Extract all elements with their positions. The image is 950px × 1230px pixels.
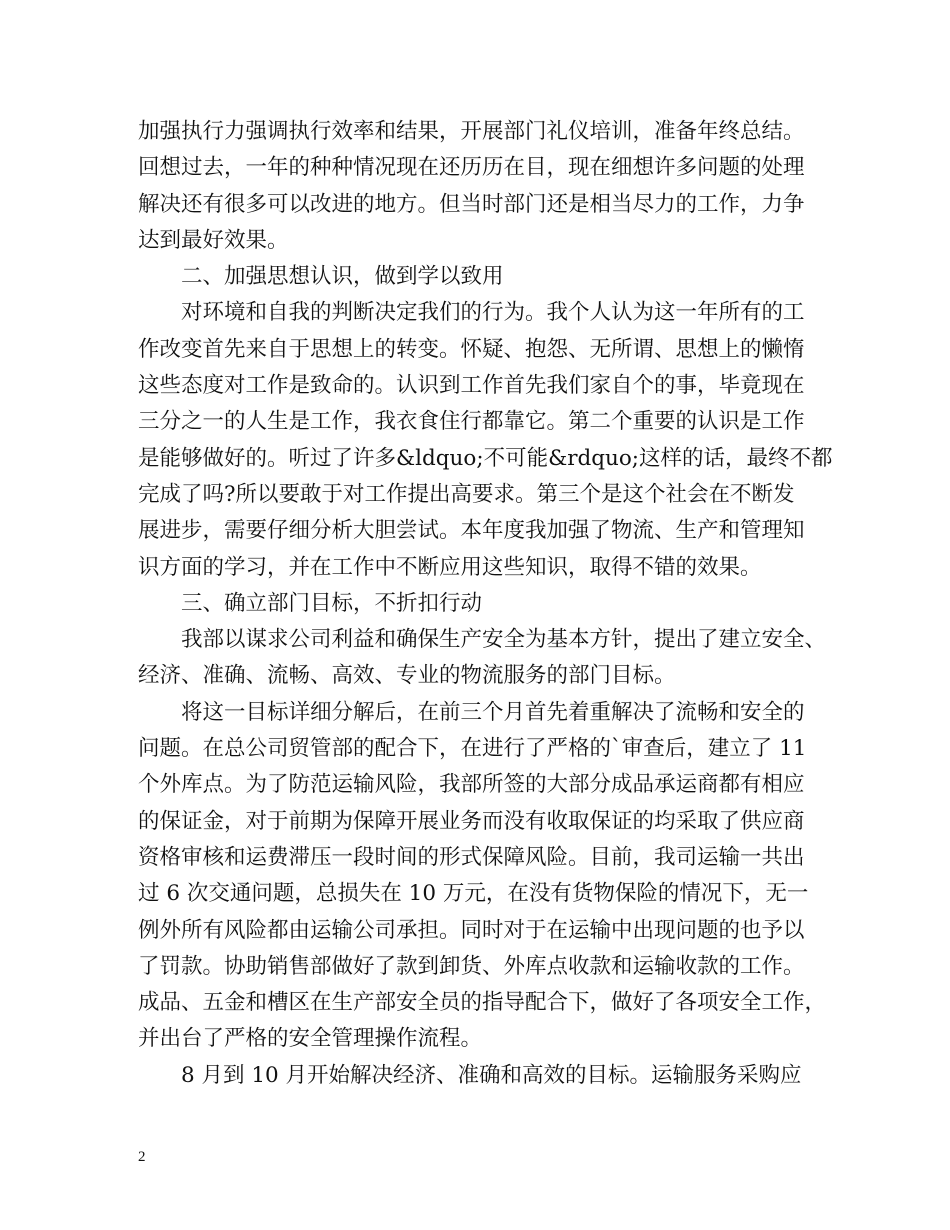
text-line: 我部以谋求公司利益和确保生产安全为基本方针，提出了建立安全、 (181, 627, 827, 653)
text-line: 个外库点。为了防范运输风险，我部所签的大部分成品承运商都有相应 (138, 772, 805, 798)
text-line: 三分之一的人生是工作，我衣食住行都靠它。第二个重要的认识是工作 (138, 409, 805, 435)
text-line: 三、确立部门目标，不折扣行动 (181, 590, 483, 616)
body-text (138, 114, 833, 1094)
text-line: 经济、准确、流畅、高效、专业的物流服务的部门目标。 (138, 663, 676, 689)
text-line: 是能够做好的。听过了许多&ldquo;不可能&rdquo;这样的话，最终不都 (138, 445, 833, 471)
text-line: 完成了吗?所以要敢于对工作提出高要求。第三个是这个社会在不断发 (138, 481, 795, 507)
text-line: 二、加强思想认识，做到学以致用 (181, 264, 504, 290)
text-line: 达到最好效果。 (138, 227, 289, 253)
text-line: 并出台了严格的安全管理操作流程。 (138, 1026, 483, 1052)
text-line: 成品、五金和槽区在生产部安全员的指导配合下，做好了各项安全工作， (138, 990, 827, 1016)
text-line: 展进步，需要仔细分析大胆尝试。本年度我加强了物流、生产和管理知 (138, 518, 805, 544)
text-line: 解决还有很多可以改进的地方。但当时部门还是相当尽力的工作，力争 (138, 191, 805, 217)
text-line: 了罚款。协助销售部做好了款到卸货、外库点收款和运输收款的工作。 (138, 953, 805, 979)
text-line: 的保证金，对于前期为保障开展业务而没有收取保证的均采取了供应商 (138, 808, 805, 834)
text-line: 加强执行力强调执行效率和结果，开展部门礼仪培训，准备年终总结。 (138, 119, 805, 144)
text-line: 这些态度对工作是致命的。认识到工作首先我们家自个的事，毕竟现在 (138, 373, 805, 399)
text-line: 回想过去，一年的种种情况现在还历历在目，现在细想许多问题的处理 (138, 155, 805, 181)
text-line: 识方面的学习，并在工作中不断应用这些知识，取得不错的效果。 (138, 554, 762, 580)
text-line: 问题。在总公司贸管部的配合下，在进行了严格的`审查后，建立了 11 (138, 736, 807, 762)
text-line: 对环境和自我的判断决定我们的行为。我个人认为这一年所有的工 (181, 300, 805, 326)
text-line: 例外所有风险都由运输公司承担。同时对于在运输中出现问题的也予以 (138, 917, 805, 943)
text-line: 将这一目标详细分解后，在前三个月首先着重解决了流畅和安全的 (181, 699, 805, 725)
text-line: 资格审核和运费滞压一段时间的形式保障风险。目前，我司运输一共出 (138, 844, 805, 870)
text-line: 过 6 次交通问题，总损失在 10 万元，在没有货物保险的情况下，无一 (138, 881, 809, 907)
text-line: 8 月到 10 月开始解决经济、准确和高效的目标。运输服务采购应 (181, 1062, 802, 1088)
text-line: 作改变首先来自于思想上的转变。怀疑、抱怨、无所谓、思想上的懒惰 (138, 336, 805, 362)
page-number: 2 (138, 1149, 146, 1165)
